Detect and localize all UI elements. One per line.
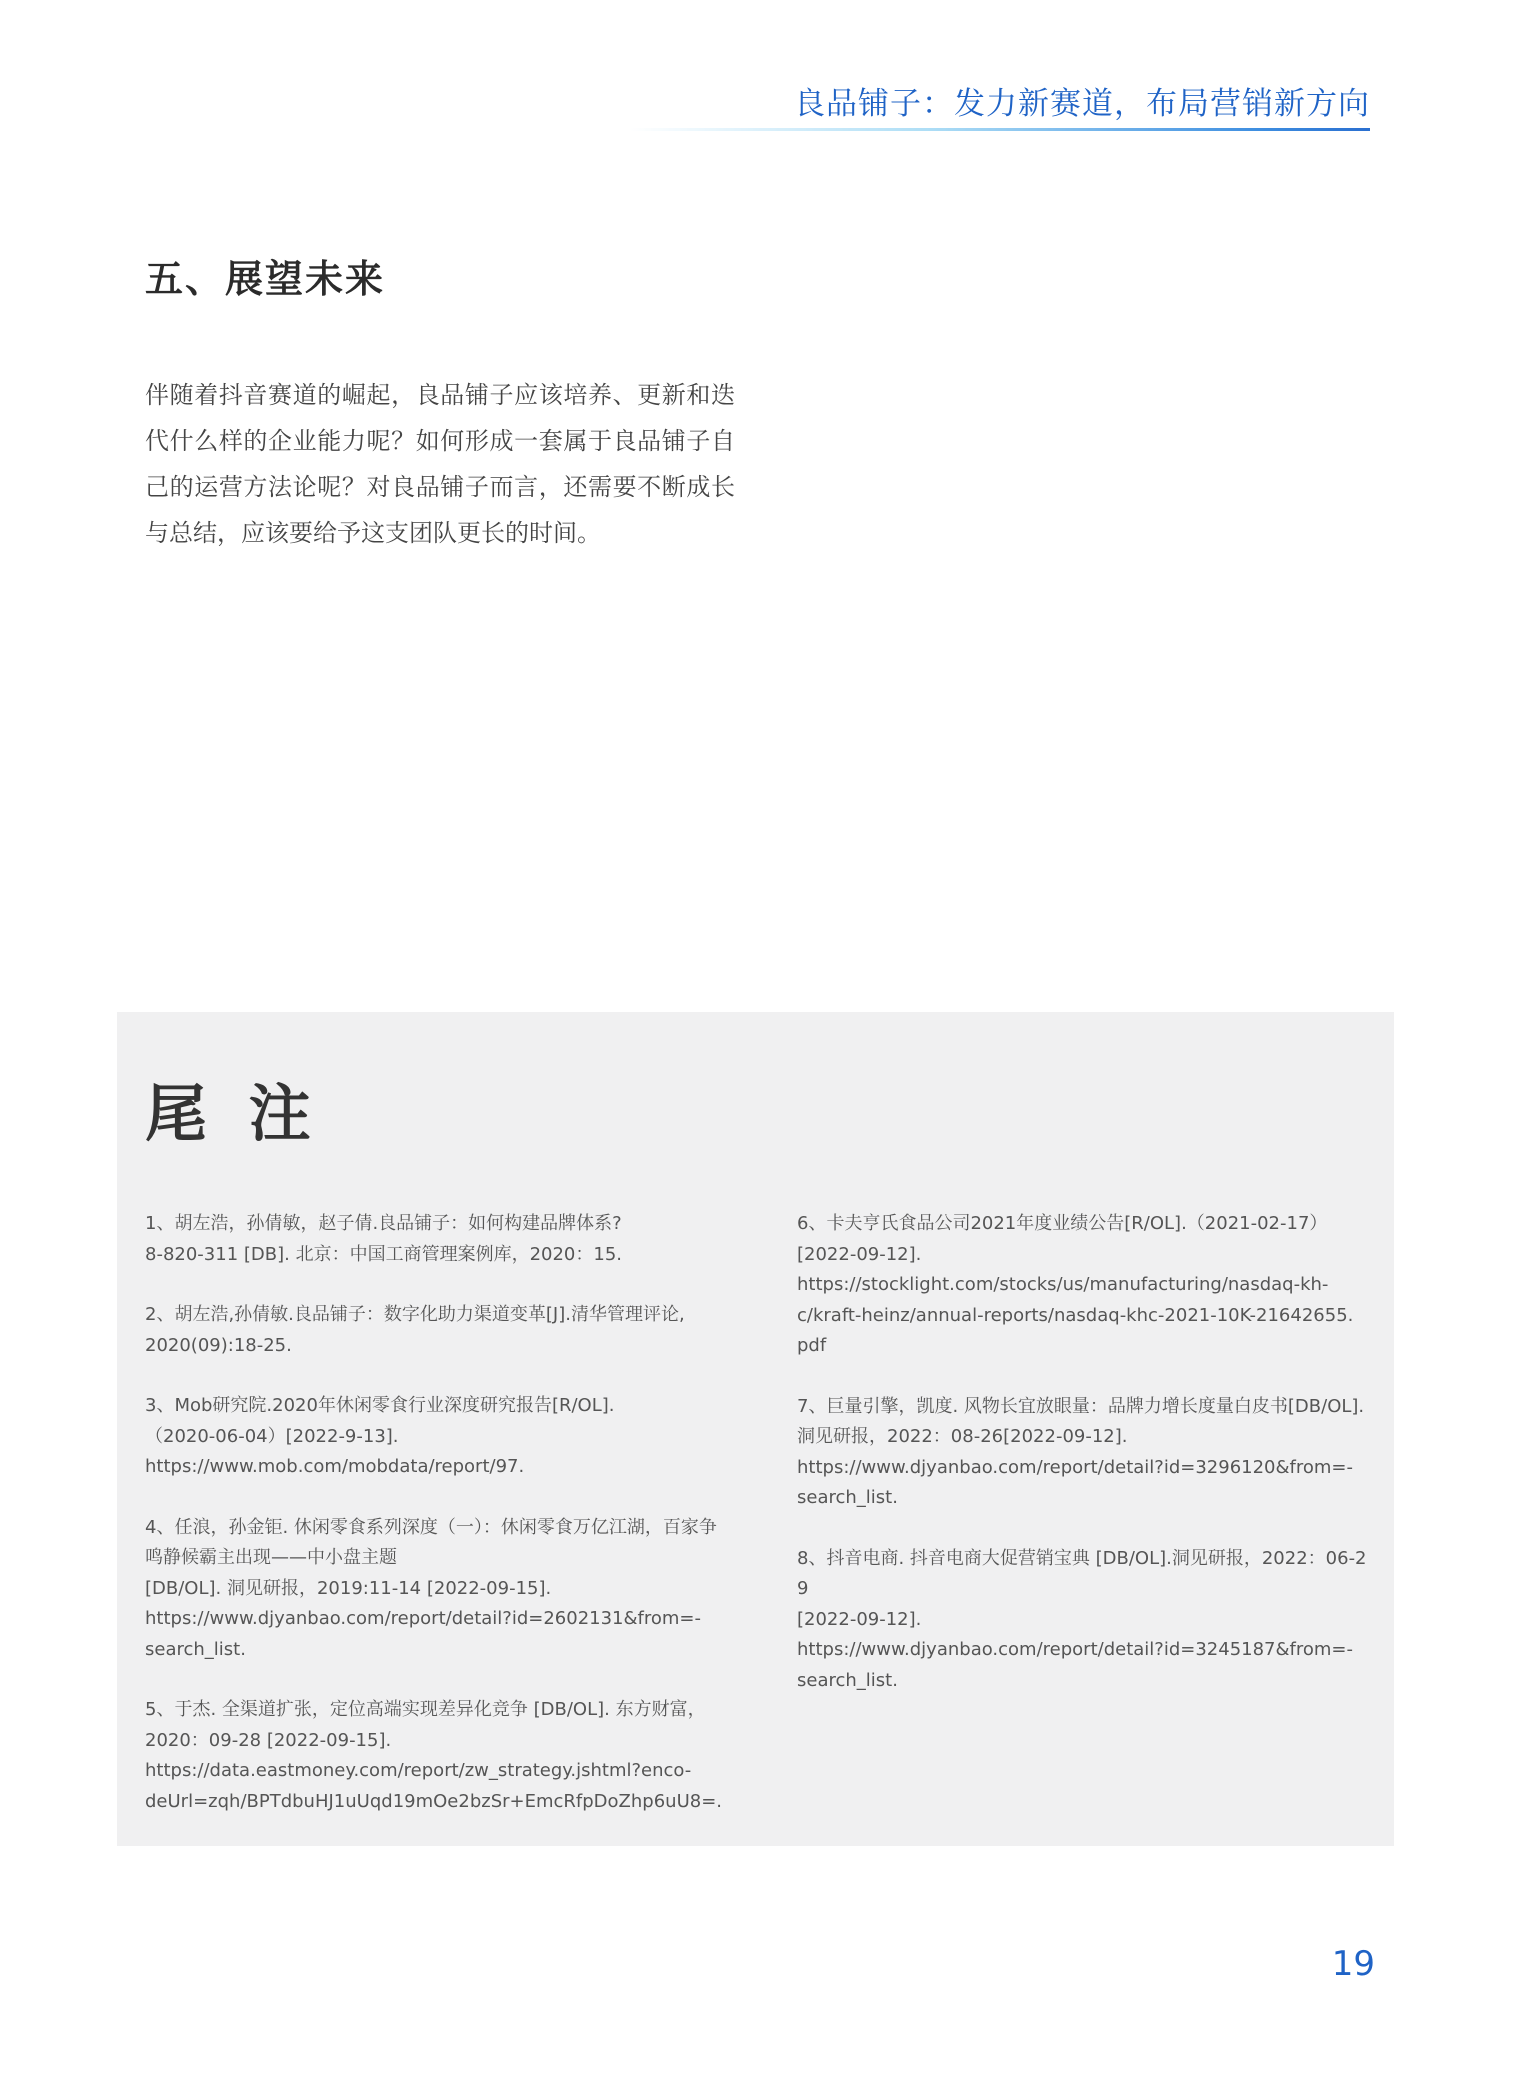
endnote-link: https://www.djyanbao.com/report/detail?id=2602131&from=- xyxy=(145,1608,702,1629)
endnote-line: 洞见研报，2022：08-26[2022-09-12]. xyxy=(797,1426,1128,1447)
header-rule xyxy=(630,128,1370,131)
endnote-link: https://www.djyanbao.com/report/detail?id=3296120&from=- xyxy=(797,1456,1354,1478)
endnote-line: 2、胡左浩,孙倩敏.良品铺子：数字化助力渠道变革[J].清华管理评论, xyxy=(145,1304,685,1325)
endnote-line: 1、胡左浩，孙倩敏，赵子倩.良品铺子：如何构建品牌体系? xyxy=(145,1213,622,1234)
endnote-3 xyxy=(145,1391,725,1483)
endnote-line: （2020-06-04）[2022-9-13]. xyxy=(145,1425,399,1447)
endnote-link: deUrl=zqh/BPTdbuHJ1uUqd19mOe2bzSr+EmcRfpDoZhp6uU8=. xyxy=(145,1790,723,1812)
endnote-line: 7、巨量引擎，凯度. 风物长宜放眼量：品牌力增长度量白皮书[DB/OL]. xyxy=(797,1395,1365,1417)
endnote-link: search_list. xyxy=(145,1638,246,1660)
endnote-link: c/kraft-heinz/annual-reports/nasdaq-khc-2021-10K-21642655. xyxy=(797,1304,1354,1326)
endnote-line: 5、于杰. 全渠道扩张，定位高端实现差异化竞争 [DB/OL]. 东方财富， xyxy=(145,1699,706,1720)
endnote-line: 2020(09):18-25. xyxy=(145,1334,292,1356)
endnotes-panel xyxy=(117,1012,1394,1846)
endnote-7 xyxy=(797,1392,1372,1514)
endnote-line: [2022-09-12]. xyxy=(797,1243,922,1265)
endnotes-left-column xyxy=(145,1209,725,1847)
endnote-line: 2020：09-28 [2022-09-15]. xyxy=(145,1729,392,1751)
body-paragraph: 伴随着抖音赛道的崛起，良品铺子应该培养、更新和迭代什么样的企业能力呢？如何形成一套属于良品铺子自己的运营方法论呢？对良品铺子而言，还需要不断成长与总结，应该要给予这支团队更长的时间。 xyxy=(145,381,735,547)
endnotes-title: 尾 注 xyxy=(145,1077,321,1150)
endnote-line: [DB/OL]. 洞见研报，2019:11-14 [2022-09-15]. xyxy=(145,1577,552,1599)
endnote-line: 鸣静候霸主出现——中小盘主题 xyxy=(145,1547,397,1568)
endnote-link: https://www.mob.com/mobdata/report/97. xyxy=(145,1456,525,1477)
endnote-link: https://data.eastmoney.com/report/zw_strategy.jshtml?enco- xyxy=(145,1760,692,1781)
endnote-2 xyxy=(145,1300,725,1361)
section-heading: 五、展望未来 xyxy=(145,257,386,301)
endnote-6 xyxy=(797,1209,1372,1362)
endnote-line: 8-820-311 [DB]. 北京：中国工商管理案例库，2020：15. xyxy=(145,1243,623,1265)
endnotes-right-column xyxy=(797,1209,1372,1726)
endnote-link: https://stocklight.com/stocks/us/manufacturing/nasdaq-kh- xyxy=(797,1274,1329,1295)
endnote-4 xyxy=(145,1513,725,1666)
endnote-8 xyxy=(797,1544,1372,1697)
endnote-1 xyxy=(145,1209,725,1270)
endnote-link: https://www.djyanbao.com/report/detail?id=3245187&from=- xyxy=(797,1639,1354,1660)
endnote-line: 4、任浪，孙金钜. 休闲零食系列深度（一）：休闲零食万亿江湖，百家争 xyxy=(145,1516,717,1538)
endnote-line: 6、卡夫亨氏食品公司2021年度业绩公告[R/OL].（2021-02-17） xyxy=(797,1213,1328,1234)
running-header-title: 良品铺子：发力新赛道，布局营销新方向 xyxy=(794,86,1370,122)
endnote-5 xyxy=(145,1695,725,1817)
endnote-link: search_list. xyxy=(797,1669,898,1691)
endnote-link: pdf xyxy=(797,1335,827,1356)
endnote-line: 3、Mob研究院.2020年休闲零食行业深度研究报告[R/OL]. xyxy=(145,1395,615,1416)
page-number: 19 xyxy=(1331,1944,1375,1984)
running-header xyxy=(794,78,1370,123)
endnote-line: [2022-09-12]. xyxy=(797,1608,922,1630)
endnote-link: search_list. xyxy=(797,1487,898,1508)
endnote-line: 8、抖音电商. 抖音电商大促营销宝典 [DB/OL].洞见研报，2022：06-29 xyxy=(797,1547,1367,1599)
